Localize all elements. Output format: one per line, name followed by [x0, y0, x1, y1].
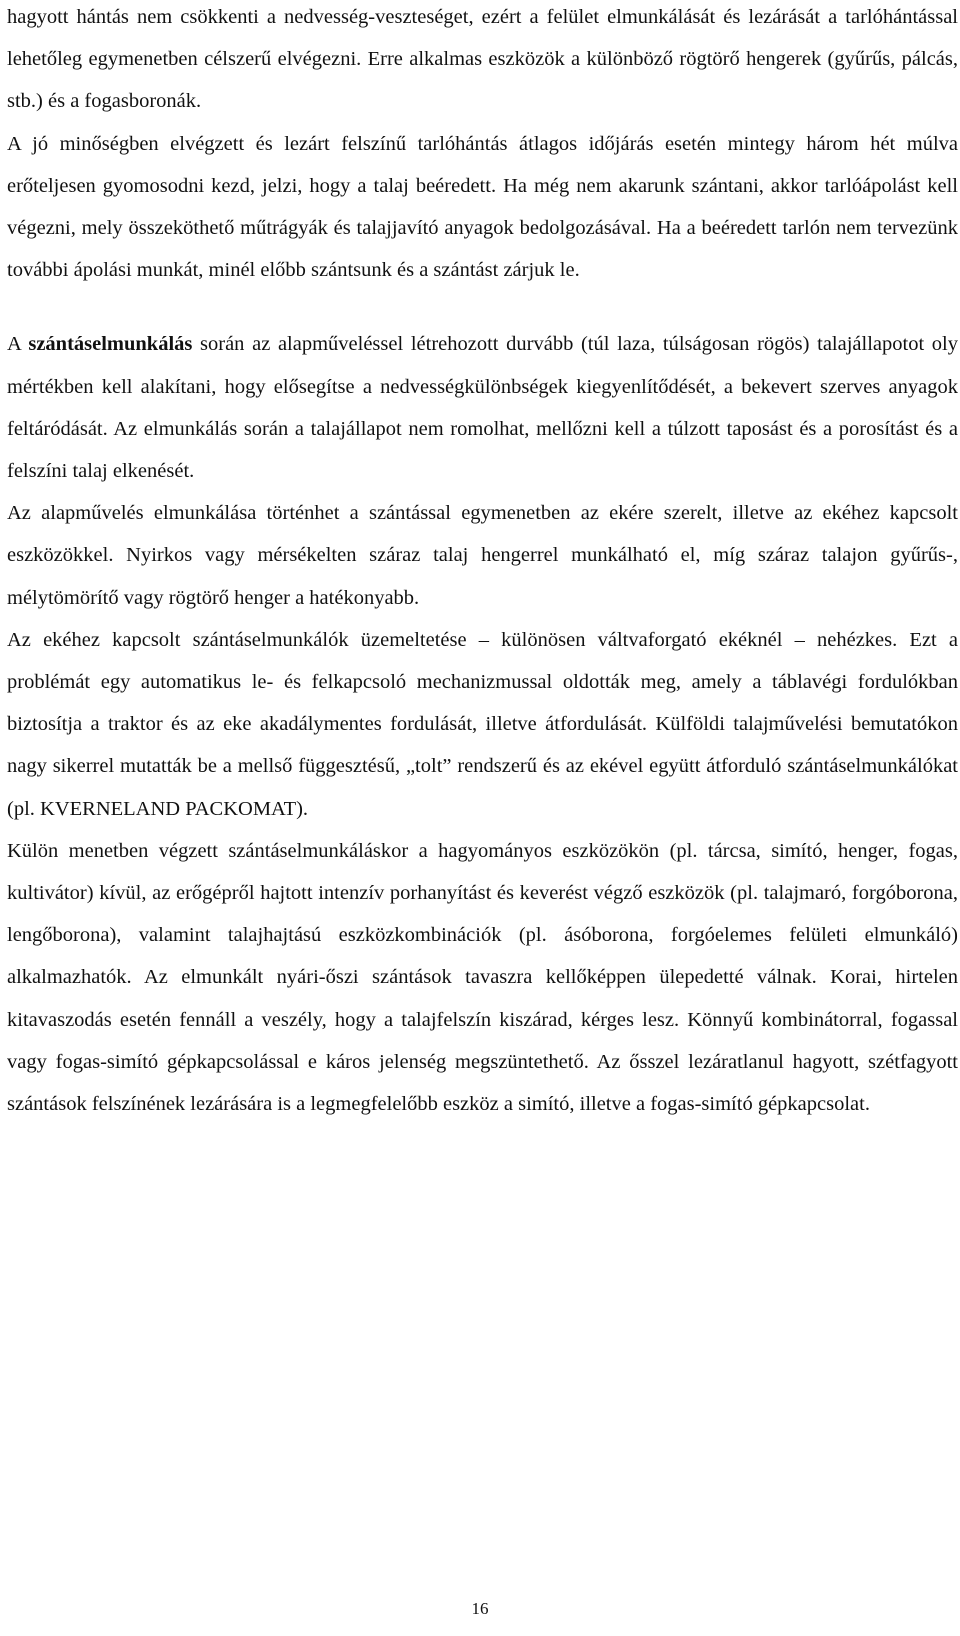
page-number: 16	[471, 1599, 489, 1618]
paragraph-spacer	[7, 291, 958, 323]
paragraph	[7, 492, 958, 619]
paragraph	[7, 830, 958, 1125]
paragraph	[7, 123, 958, 292]
paragraph-text: A jó minőségben elvégzett és lezárt felszínű tarlóhántás átlagos időjárás esetén mintegy három hét múlva erőteljesen gyomosodni kezd, jelzi, hogy a talaj beéredett. Ha még nem akarunk szántani, akkor tarlóápolást kell végezni, mely összeköthető műtrágyák és talajjavító anyagok bedolgozásával. Ha a beéredett tarlón nem tervezünk további ápolási munkát, minél előbb szántsunk és a szántást zárjuk le.	[7, 132, 958, 282]
paragraph	[7, 0, 958, 123]
paragraph-text: Külön menetben végzett szántáselmunkáláskor a hagyományos eszközökön (pl. tárcsa, simító, henger, fogas, kultivátor) kívül, az erőgépről hajtott intenzív porhanyítást és keverést végző eszközök (pl. talajmaró, forgóborona, lengőborona), valamint talajhajtású eszközkombinációk (pl. ásóborona, forgóelemes felületi elmunkáló) alkalmazhatók. Az elmunkált nyári-őszi szántások tavaszra kellőképpen ülepedetté válnak. Korai, hirtelen kitavaszodás esetén fennáll a veszély, hogy a talajfelszín kiszárad, kérges lesz. Könnyű kombinátorral, fogassal vagy fogas-simító gépkapcsolással e káros jelenség megszüntethető. Az ősszel lezáratlanul hagyott, szétfagyott szántások felszínének lezárására is a legmegfelelőbb eszköz a simító, illetve a fogas-simító gépkapcsolat.	[7, 839, 958, 1116]
paragraph-text: Az ekéhez kapcsolt szántáselmunkálók üzemeltetése – különösen váltvaforgató ekéknél – nehézkes. Ezt a problémát egy automatikus le- és felkapcsoló mechanizmussal oldották meg, amely a táblavégi fordulókban biztosítja a traktor és az eke akadálymentes fordulását, illetve átfordulását. Külföldi talajművelési bemutatókon nagy sikerrel mutatták be a mellső függesztésű, „tolt” rendszerű és az ekével együtt átforduló szántáselmunkálókat (pl. KVERNELAND PACKOMAT).	[7, 628, 958, 820]
paragraph-text: hagyott hántás nem csökkenti a nedvesség-veszteséget, ezért a felület elmunkálását és lezárását a tarlóhántással lehetőleg egymenetben célszerű elvégezni. Erre alkalmas eszközök a különböző rögtörő hengerek (gyűrűs, pálcás, stb.) és a fogasboronák.	[7, 6, 958, 113]
paragraph-text: során az alapműveléssel létrehozott durvább (túl laza, túlságosan rögös) talajállapotot oly mértékben kell alakítani, hogy elősegítse a nedvességkülönbségek kiegyenlítődését, a bekevert szerves anyagok feltáródását. Az elmunkálás során a talajállapot nem romolhat, mellőzni kell a túlzott taposást és a porosítást és a felszíni talaj elkenését.	[7, 333, 958, 483]
paragraph-text: Az alapművelés elmunkálása történhet a szántással egymenetben az ekére szerelt, illetve az ekéhez kapcsolt eszközökkel. Nyirkos vagy mérsékelten száraz talaj hengerrel munkálható el, míg száraz talajon gyűrűs-, mélytömörítő vagy rögtörő henger a hatékonyabb.	[7, 502, 958, 609]
paragraph	[7, 323, 958, 492]
bold-term: szántáselmunkálás	[28, 333, 193, 356]
document-page	[7, 0, 958, 1125]
paragraph-text: A	[7, 333, 29, 356]
paragraph	[7, 619, 958, 830]
document-body	[7, 0, 958, 1125]
